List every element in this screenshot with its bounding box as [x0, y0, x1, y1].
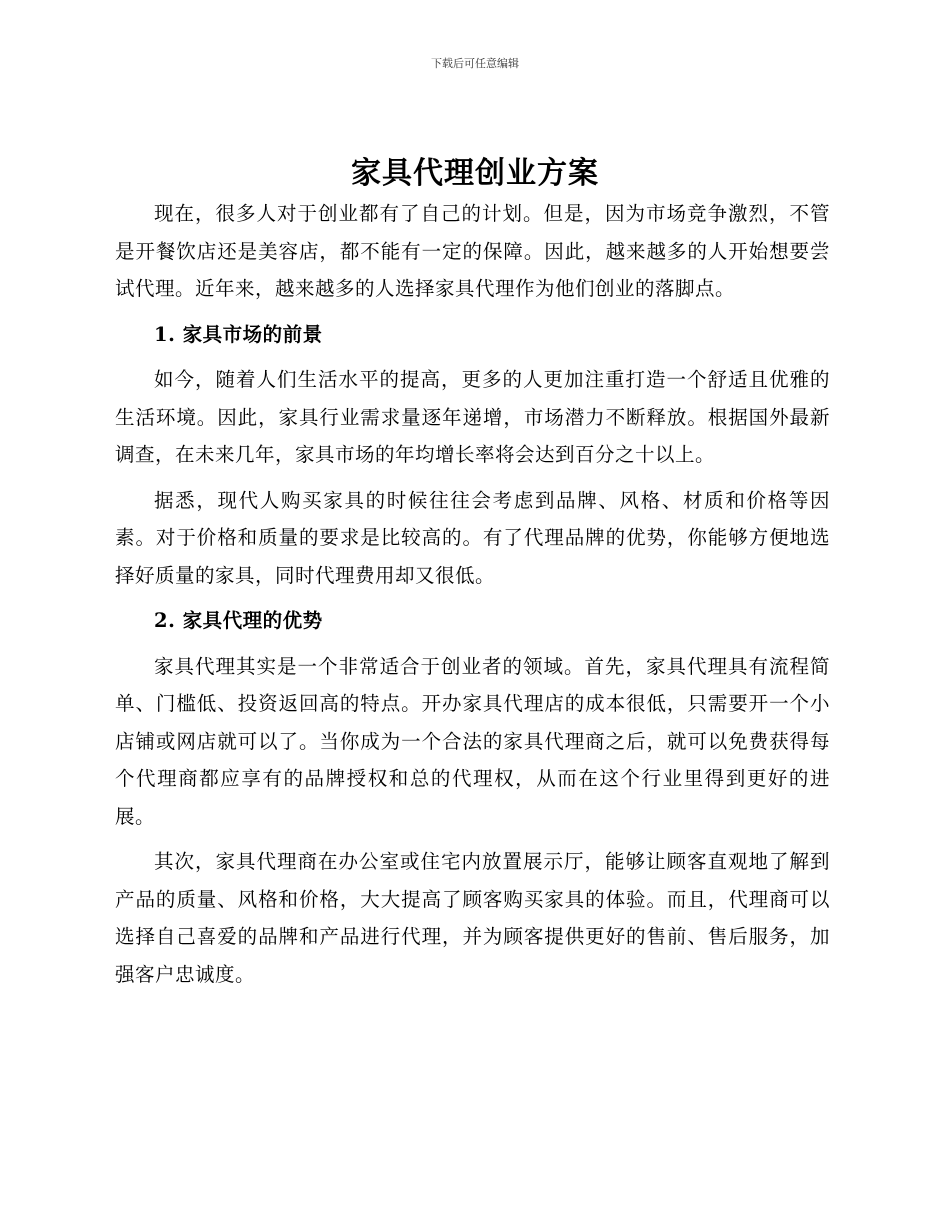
section-heading-market-prospects: 1. 家具市场的前景: [154, 322, 323, 346]
agency-advantages-paragraph-1: 家具代理其实是一个非常适合于创业者的领域。首先，家具代理具有流程简单、门槛低、投资返回高的特点。开办家具代理店的成本很低，只需要开一个小店铺或网店就可以了。当你成为一个合法的家具代理商之后，就可以免费获得每个代理商都应享有的品牌授权和总的代理权，从而在这个行业里得到更好的进展。: [115, 654, 830, 828]
market-prospects-paragraph-1: 如今，随着人们生活水平的提高，更多的人更加注重打造一个舒适且优雅的生活环境。因此，家具行业需求量逐年递增，市场潜力不断释放。根据国外最新调查，在未来几年，家具市场的年均增长率将会达到百分之十以上。: [115, 368, 830, 466]
market-prospects-paragraph-2: 据悉，现代人购买家具的时候往往会考虑到品牌、风格、材质和价格等因素。对于价格和质量的要求是比较高的。有了代理品牌的优势，你能够方便地选择好质量的家具，同时代理费用却又很低。: [115, 488, 830, 587]
header-note: 下载后可任意编辑: [431, 57, 519, 70]
document-body: [115, 195, 830, 1001]
agency-advantages-paragraph-2: 其次，家具代理商在办公室或住宅内放置展示厅，能够让顾客直观地了解到产品的质量、风格和价格，大大提高了顾客购买家具的体验。而且，代理商可以选择自己喜爱的品牌和产品进行代理，并为顾客提供更好的售前、售后服务，加强客户忠诚度。: [115, 850, 830, 986]
intro-paragraph: 现在，很多人对于创业都有了自己的计划。但是，因为市场竞争激烈，不管是开餐饮店还是美容店，都不能有一定的保障。因此，越来越多的人开始想要尝试代理。近年来，越来越多的人选择家具代理作为他们创业的落脚点。: [115, 202, 830, 300]
section-heading-agency-advantages: 2. 家具代理的优势: [154, 609, 323, 632]
document-title: 家具代理创业方案: [351, 156, 599, 191]
